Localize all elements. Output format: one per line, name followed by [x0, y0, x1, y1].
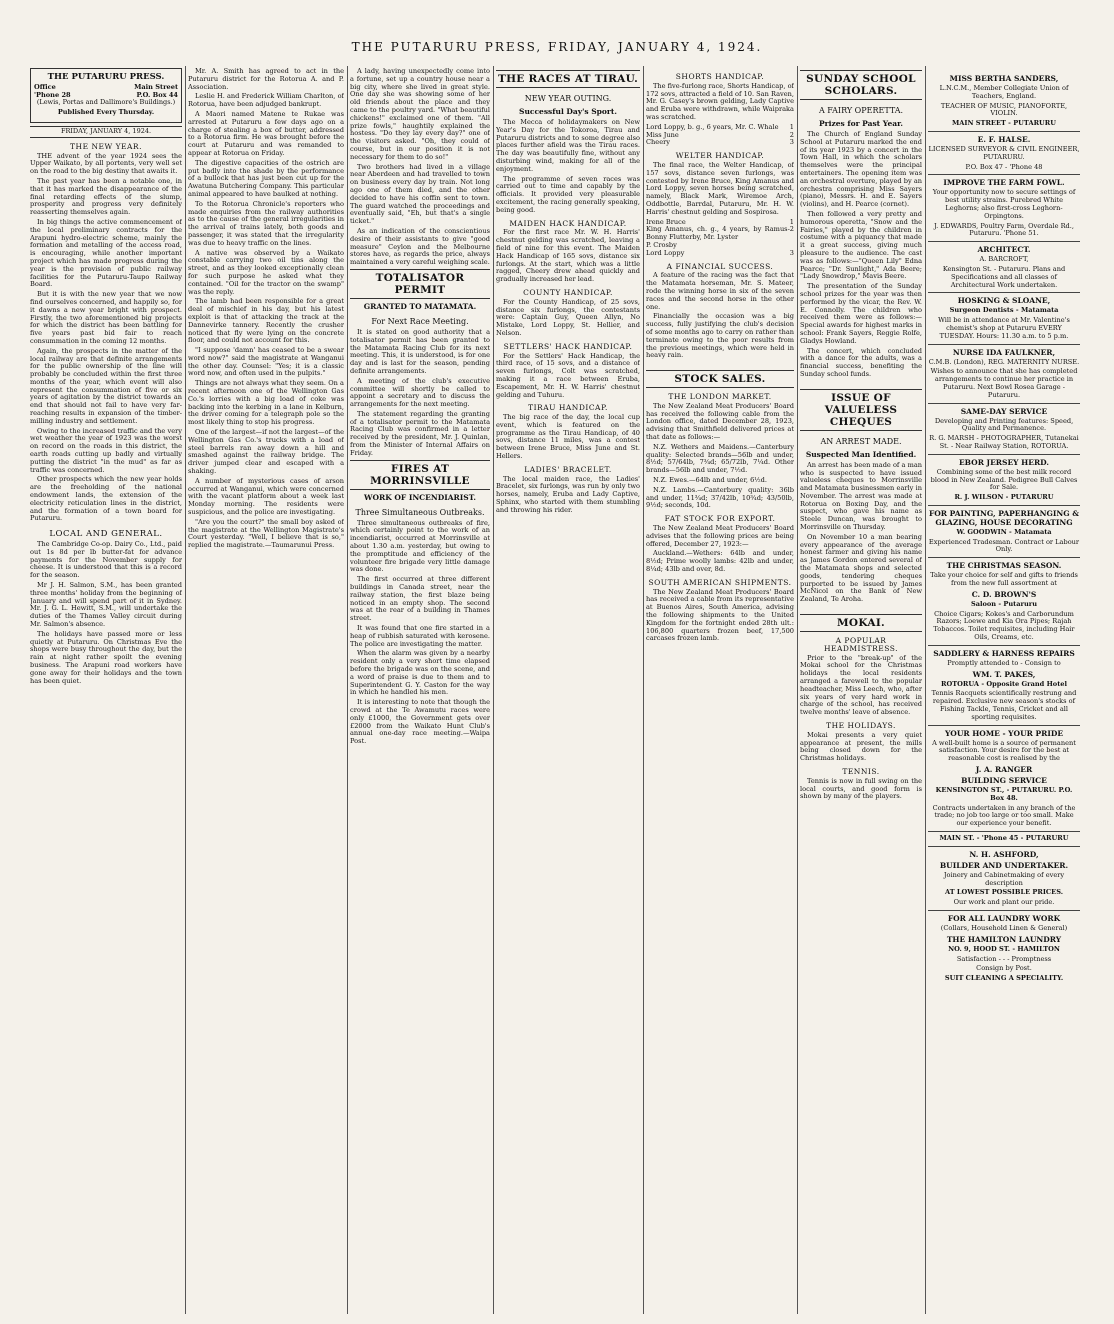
ad-music-teacher: MISS BERTHA SANDERS, L.N.C.M., Member Collegiate Union of Teachers, England. TEACHER OF MUSIC, PIANOFORTE, VIOLIN. MAIN STREET - PUTARURU [939, 74, 1069, 128]
section-heading: MAIDEN HACK HANDICAP. [509, 218, 627, 228]
section-heading: TENNIS. [842, 767, 880, 776]
ad-nurse: NURSE IDA FAULKNER, C.M.B. (London), REG. MATERNITY NURSE. Wishes to announce that she has completed arrangements to continue her practice in Putaruru. Next Bowl Rosea Garage - Putaruru. [928, 344, 1080, 400]
paragraph: The digestive capacities of the ostrich are put badly into the shade by the performance of a bullock that has just been cut up for the Awatuna Butchering Company. This particular animal appeared to have baulked at nothing. [188, 158, 344, 198]
subheadline: Prizes for Past Year. [819, 119, 903, 128]
section-heading: LADIES' BRACELET. [524, 464, 612, 474]
paragraph: On November 10 a man bearing every appearance of the average honest farmer and giving his name as James Gordon entered several of the Matamata shops and selected goods, tendering cheques purported to be issued by James McNicol on the Bank of New Zealand, Te Aroha. [800, 532, 922, 604]
column-rule [493, 66, 494, 1314]
race-result: Miss June 2 [646, 130, 794, 139]
ad-poultry: IMPROVE THE FARM FOWL. Your opportunity now to secure settings of best utility strains. Purebred White Leghorns; also first-cross Leghorn-Orpingtons. J. EDWARDS, Poultry Farm, Overdale Rd., Putaruru. 'Phone 51. [928, 174, 1080, 238]
ad-painting: FOR PAINTING, PAPERHANGING & GLAZING, HOUSE DECORATING W. GOODWIN - Matamata Experienced Tradesman. Contract or Labour Only. [928, 505, 1080, 554]
paragraph: The lamb had been responsible for a great deal of mischief in his day, but his latest exploit is that of attacking the track at the Dannevirke tannery. Recently the crusher noticed that fly were lying on the concrete floor, and could not account for this. [188, 297, 344, 345]
column-4 [496, 68, 640, 1316]
subheadline: WORK OF INCENDIARIST. [364, 492, 476, 502]
phone-line: 'Phone 28 P.O. Box 44 [34, 90, 178, 99]
column-rule [925, 66, 926, 1314]
column-rule [347, 66, 348, 1314]
paragraph: Tennis is now in full swing on the local courts, and good form is shown by many of the players. [800, 776, 922, 801]
paragraph: The presentation of the Sunday school prizes for the year was then performed by the vicar, the Rev. W. E. Connolly. The children who received them were as follows:—Special awards for highest marks in school: Frank Sayers, Reggie Rolfe, Gladys Howland. [800, 282, 922, 345]
paragraph: The statement regarding the granting of a totalisator permit to the Matamata Racing Club was confirmed in a letter received by the president, Mr. J. Quinlan, from the Minister of Internal Affairs on Friday. [350, 409, 490, 457]
paragraph: It is stated on good authority that a totalisator permit has been granted to the Matamata Racing Club for its next meeting. This, it is understood, is for one day and is last for the season, pending definite arrangements. [350, 327, 490, 375]
section-heading: FAT STOCK FOR EXPORT. [664, 514, 776, 524]
advertisement-column [928, 68, 1080, 1316]
race-result: Irene Bruce 1 [646, 217, 794, 226]
paragraph: "Are you the court?" the small boy asked of the magistrate at the Wellington Magistrate's Court yesterday. "Well, I believe that is so," replied the magistrate.—Taumarunui Press. [188, 517, 344, 550]
headline: STOCK SALES. [646, 370, 794, 388]
section-heading: TIRAU HANDICAP. [528, 403, 608, 413]
column-rule [185, 66, 186, 1314]
paragraph: A lady, having unexpectedly come into a fortune, set up a country house near a big city, where she lived in great style. One day she was showing some of her old friends about the place and they came to the poultry yard. "What beautiful chickens!" exclaimed one of them. "All prize fowls," haughtily explained the hostess. "Do they lay every day?" one of the visitors asked. "Oh, they could of course, but in our position it is not necessary for them to do so!" [350, 68, 490, 161]
ad-architect: ARCHITECT. A. BARCROFT, Kensington St. - Putaruru. Plans and Specifications and all classes of Architectural Work undertaken. [928, 241, 1080, 289]
paragraph: Prior to the "break-up" of the Mokai school for the Christmas holidays the local residents arranged a farewell to the popular headteacher, Miss Leech, who, after six years of very hard work in charge of the school, has received twelve months' leave of absence. [800, 653, 922, 717]
masthead: THE PUTARURU PRESS, FRIDAY, JANUARY 4, 1924. [351, 40, 763, 54]
race-result: Lord Loppy 3 [646, 248, 794, 257]
ad-photographer: SAME-DAY SERVICE Developing and Printing features: Speed, Quality and Permanence. R. G. MARSH - PHOTOGRAPHER, Tutanekai St. - Near Railway Station, ROTORUA. [928, 403, 1080, 451]
paragraph: The five-furlong race, Shorts Handicap, of 172 sovs, attracted a field of 10. San Raven, Mr. G. Casey's brown gelding, Lady Captive and Eruba were withdrawn, while Waipraka was scratched. [646, 81, 794, 121]
paragraph: The big race of the day, the local cup event, which is featured on the programme as the Tirau Handicap, of 40 sovs, distance 11 miles, was a contest between Irene Bruce, Miss June and St. Hellers. [496, 413, 640, 461]
paragraph: Mr. A. Smith has agreed to act in the Putaruru district for the Rotorua A. and P. Association. [188, 68, 344, 91]
paragraph: N.Z. Wethers and Maidens.—Canterbury quality: Selected brands—56lb and under, 8½d; 57/64lb, 7¾d; 65/72lb, 7¼d. Other brands—56lb and under, 7½d. [646, 442, 794, 475]
paragraph: As an indication of the conscientious desire of their assistants to give "good measure" Ceylon and the Melbourne stores have, as regards the price, always maintained a very careful weighing scale. [350, 226, 490, 267]
paragraph: To the Rotorua Chronicle's reporters who made enquiries from the railway authorities as to the cause of the general irregularities in the arrival of trains lately, both goods and passenger, it was stated that the irregularity was due to heavy traffic on the lines. [188, 199, 344, 247]
race-result: Lord Loppy, b. g., 6 years, Mr. C. Whale 1 [646, 122, 794, 131]
ad-surveyor: E. F. HALSE. LICENSED SURVEYOR & CIVIL ENGINEER, PUTARURU. P.O. Box 47 - 'Phone 48 [928, 131, 1080, 171]
paragraph: For the Settlers' Hack Handicap, the third race, of 15 sovs, and a distance of seven furlongs, Colt was scratched, making it a race between Eruba, Escapement, Mr. H. W. Harris' chestnut gelding and Tuhuru. [496, 351, 640, 399]
paragraph: A number of mysterious cases of arson occurred at Wanganui, which were concerned with the vacant platform about a week last Monday morning. The residents were suspicious, and the police are investigating. [188, 476, 344, 517]
paragraph: A native was observed by a Waikato constable carrying two oil tins along the street, and as they looked exceptionally clean for such purpose he asked what they contained. "Oil for the tractor on the swamp" was the reply. [188, 248, 344, 296]
paragraph: Other prospects which the new year holds are the freeholding of the national endowment lands, the extension of the electricity reticulation lines in the district, and the formation of a town board for Putaruru. [30, 475, 182, 523]
headline: THE RACES AT TIRAU. [496, 70, 640, 88]
race-result: Cheery 3 [646, 138, 794, 147]
subheadline: Successful Day's Sport. [519, 107, 617, 116]
headline: MOKAI. [800, 614, 922, 632]
ad-main-st-phone: MAIN ST. - 'Phone 45 - PUTARURU [928, 831, 1080, 843]
ad-dentists: HOSKING & SLOANE, Surgeon Dentists - Matamata Will be in attendance at Mr. Valentine's chemist's shop at Putaruru EVERY TUESDAY. Hours: 11.30 a.m. to 5 p.m. [928, 292, 1080, 340]
paragraph: The first occurred at three different buildings in Canada street, near the railway station, the first blaze being noticed in an empty shop. The second was at the rear of a building in Thames street. [350, 575, 490, 623]
paragraph: One of the largest—if not the largest—of the Wellington Gas Co.'s trucks with a load of steel barrels ran away down a hill and smashed against the railway bridge. The driver jumped clear and escaped with a shaking. [188, 428, 344, 476]
paragraph: Mokai presents a very quiet appearance at present, the mills being closed down for the Christmas holidays. [800, 730, 922, 763]
paragraph: A Maori named Matene te Rukae was arrested at Putaruru a few days ago on a charge of stealing a box of butter, addressed to a Rotorua firm. He was brought before the court at Putaruru and was remanded to appear at Rotorua on Friday. [188, 109, 344, 157]
paragraph: Owing to the increased traffic and the very wet weather the year of 1923 was the worst on record on the roads in this district, the earth roads cutting up badly and virtually putting the district "in the mud" as far as traffic was concerned. [30, 426, 182, 474]
ad-laundry: FOR ALL LAUNDRY WORK (Collars, Household Linen & General) THE HAMILTON LAUNDRY NO. 9, HOOD ST. - HAMILTON Satisfaction - - - Promptness Consign by Post. SUIT CLEANING A SPECIALITY. [928, 910, 1080, 983]
paragraph: Leslie H. and Frederick William Charlton, of Rotorua, have been adjudged bankrupt. [188, 92, 344, 109]
subheadline: GRANTED TO MATAMATA. [363, 301, 477, 311]
paragraph: N.Z. Ewes.—64lb and under, 6½d. [653, 476, 767, 485]
subheadline: NEW YEAR OUTING. [524, 94, 612, 103]
section-heading: SOUTH AMERICAN SHIPMENTS. [648, 577, 792, 587]
headline: THE NEW YEAR. [70, 141, 142, 151]
section-heading: COUNTY HANDICAP. [523, 287, 613, 297]
paragraph: For the County Handicap, of 25 sovs, distance six furlongs, the contestants were: Captain Guy, Queen Allyn, No Mistake, Lord Loppy, St. Hellier, and Nelson. [496, 297, 640, 337]
headline: ISSUE OF VALUELESS CHEQUES [800, 389, 922, 431]
paragraph: N.Z. Lambs.—Canterbury quality: 36lb and under, 11¾d; 37/42lb, 10¾d; 43/50lb, 9½d; seconds, 10d. [646, 485, 794, 510]
race-result: King Amanus, ch. g., 4 years, by Ramus-Bonny Flutterby, Mr. Lyster 2 [646, 225, 794, 242]
paragraph: The final race, the Welter Handicap, of 157 sovs, distance seven furlongs, was contested by Irene Bruce, King Amanus and Lord Loppy, seven horses being scratched, namely, Black Mark, Wiremoe Arch, Oddbottle, Barrdal, Putaruru, Mr. H. W. Harris' chestnut gelding and Sospirosa. [646, 160, 794, 216]
paragraph: But it is with the new year that we now find ourselves concerned, and happily so, for it dawns a new year bright with prospect. Firstly, the two aforementioned big projects for which the district has been battling for five years past bid fair to reach consummation in the coming 12 months. [30, 290, 182, 345]
paragraph: An arrest has been made of a man who is suspected to have issued valueless cheques to Morrinsville and Matamata businessmen early in November. The arrest was made at Rotorua on Boxing Day, and the suspect, who gave his name as Steele Duncan, was brought to Morrinsville on Thursday. [800, 460, 922, 532]
column-1 [30, 68, 182, 1316]
paragraph: Again, the prospects in the matter of the local railway are that definite arrangements for the public ownership of the line will probably be concluded within the first three months of the year, which event will also represent the consummation of five or six years of agitation by the district towards an end that should not fail to have very far-reaching results in expansion of the timber-milling industry and settlement. [30, 346, 182, 425]
column-5 [646, 68, 794, 1316]
paragraph: For the first race Mr. W. H. Harris' chestnut gelding was scratched, leaving a field of nine for this event. The Maiden Hack Handicap of 165 sovs, distance six furlongs. At the start, which was a little ragged, Cheery drew ahead quickly and gradually increased her lead. [496, 228, 640, 284]
published-note: Published Every Thursday. [57, 108, 155, 117]
ad-builder: N. H. ASHFORD, BUILDER AND UNDERTAKER. Joinery and Cabinetmaking of every description AT LOWEST POSSIBLE PRICES. Our work and plant our pride. [928, 846, 1080, 907]
ad-jersey-herd: EBOR JERSEY HERD. Combining some of the best milk record blood in New Zealand. Pedigree Bull Calves for Sale. R. J. WILSON - PUTARURU [928, 454, 1080, 502]
paragraph: It was found that one fire started in a heap of rubbish saturated with kerosene. The police are investigating the matter. [350, 624, 490, 648]
paragraph: Things are not always what they seem. On a recent afternoon one of the Wellington Gas Co.'s lorries with a big load of coke was backing into the kerbing in a lane in Kelburn, the driver coming for a telegraph pole so the most likely thing to stop his progress. [188, 379, 344, 427]
subheadline: THE LONDON MARKET. [668, 392, 772, 402]
paragraph: The local maiden race, the Ladies' Bracelet, six furlongs, was run by only two horses, namely, Eruba and Lady Captive, Sphinx, who started with them stumbling and throwing his rider. [496, 474, 640, 514]
paragraph: The Church of England Sunday School at Putaruru marked the end of its year 1923 by a concert in the Town Hall, in which the scholars themselves were the principal entertainers. The opening item was an orchestral overture, played by an orchestra comprising Miss Sayers (piano), Messrs. H. and E. Sayers (violins), and H. Pearce (cornet). [800, 130, 922, 209]
ad-building-service: YOUR HOME - YOUR PRIDE A well-built home is a source of permanent satisfaction. Your desire for the best at reasonable cost is realised by the J. A. RANGER BUILDING SERVICE KENSINGTON ST., - PUTARURU. P.O. Box 48. Contracts undertaken in any branch of the trade; no job too large or too small. Make our experience your benefit. [928, 725, 1080, 828]
subheadline: A FAIRY OPERETTA. [818, 106, 904, 115]
subheadline: AN ARREST MADE. [820, 436, 902, 446]
subheadline: Suspected Man Identified. [805, 449, 917, 459]
column-6 [800, 68, 922, 1316]
ad-christmas: THE CHRISTMAS SEASON. Take your choice for self and gifts to friends from the new full assortment at C. D. BROWN'S Saloon - Putaruru Choice Cigars; Kokes's and Carborundum Razors; Loewe and Kia Ora Pipes; Rajah Tobaccos. Toilet requisites, including Hair Oils, Creams, etc. [928, 557, 1080, 642]
paragraph: The concert, which concluded with a dance for the adults, was a financial success, benefiting the Sunday school funds. [800, 346, 922, 378]
paragraph: In big things the active commencement of the local preliminary contracts for the Arapuni hydro-electric scheme, mainly the formation and metalling of the access road, is encouraging, while another important project which has made progress during the year is the provision of public railway facilities for the Putaruru-Taupo Railway Board. [30, 217, 182, 289]
headline: SUNDAY SCHOOL SCHOLARS. [800, 70, 922, 100]
paragraph: Auckland.—Wethers: 64lb and under, 8½d; Prime woolly lambs: 42lb and under, 8¼d; 43lb and over, 8d. [646, 549, 794, 574]
column-3 [350, 68, 490, 1316]
subheadline: A POPULAR HEADMISTRESS. [823, 636, 899, 653]
section-heading: SETTLERS' HACK HANDICAP. [503, 341, 633, 351]
press-info-box [30, 68, 182, 123]
paragraph: The past year has been a notable one, in that it has marked the disappearance of the final retarding effects of the slump, prosperity and progress very definitely reasserting themselves again. [30, 176, 182, 217]
paragraph: The Cambridge Co-op. Dairy Co., Ltd., paid out 1s 8d per lb butter-fat for advance payments for the November supply for cheese. It is understood that this is a record for the season. [30, 540, 182, 580]
paragraph: A meeting of the club's executive committee will shortly be called to appoint a secretary and to discuss the arrangements for the next meeting. [350, 376, 490, 409]
paragraph: It is interesting to note that though the crowd at the Te Awamutu races were only £1000, the Government gets over £2000 from the Waikato Hunt Club's annual one-day race meeting.—Waipa Post. [350, 698, 490, 746]
paragraph: The New Zealand Meat Producers' Board has received the following cable from the London office, dated December 28, 1923, advising that Smithfield delivered prices at that date as follows:— [646, 401, 794, 442]
section-heading: THE HOLIDAYS. [826, 721, 896, 731]
dateline: FRIDAY, JANUARY 4, 1924. [30, 126, 182, 138]
race-result: P. Crosby [646, 240, 677, 249]
paragraph: THE advent of the year 1924 sees the Upper Waikato, by all portents, very well set on the road to the big destiny that awaits it. [30, 151, 182, 176]
headline: FIRES AT MORRINSVILLE [350, 460, 490, 490]
ad-saddlery: SADDLERY & HARNESS REPAIRS Promptly attended to - Consign to WM. T. PAKES, ROTORUA - Opposite Grand Hotel Tennis Racquets scientifically restrung and repaired. Exclusive new season's stocks of Fishing Tackle, Tennis, Cricket and all sporting requisites. [928, 645, 1080, 722]
section-heading: A FINANCIAL SUCCESS. [666, 261, 774, 271]
paragraph: Mr J. H. Salmon, S.M., has been granted three months' holiday from the beginning of January and will spend part of it in Sydney. Mr. J. G. L. Hewitt, S.M., will undertake the duties of the Thames Valley circuit during Mr. Salmon's absence. [30, 581, 182, 628]
paragraph: The New Zealand Meat Producers' Board has received a cable from its representative at Buenos Aires, South America, advising the following shipments to the United Kingdom for the fortnight ended 28th ult.: 106,800 quarters frozen beef, 17,500 carcases frozen lamb. [646, 587, 794, 643]
paragraph: Financially the occasion was a big success, fully justifying the club's decision of some months ago to carry on rather than terminate owing to the poor results from the previous meetings, which were held in heavy rain. [646, 312, 794, 360]
paragraph: The holidays have passed more or less quietly at Putaruru. On Christmas Eve the shops were busy throughout the day, but the rain at night rather spoilt the evening business. The Arapuni road workers have gone away for their holidays and the town has been quiet. [30, 629, 182, 685]
paragraph: When the alarm was given by a nearby resident only a very short time elapsed before the brigade was on the scene, and a word of praise is due to them and to Superintendent G. Y. Caston for the way in which he handled his men. [350, 649, 490, 697]
subheadline: Three Simultaneous Outbreaks. [355, 507, 485, 517]
section-heading: SHORTS HANDICAP. [675, 72, 765, 81]
column-rule [797, 66, 798, 1314]
section-heading: WELTER HANDICAP. [675, 151, 765, 161]
column-rule [643, 66, 644, 1314]
paragraph: The Mecca of holidaymakers on New Year's Day for the Tokoroa, Tirau and Putaruru districts and to some degree also places further afield was the Tirau races. The day was beautifully fine, without any disturbing wind, making for all of the enjoyment. [496, 118, 640, 173]
paragraph: Two brothers had lived in a village near Aberdeen and had travelled to town on business every day by train. Not long ago one of them died, and the other decided to have his coffin sent to town. The guard watched the proceedings and eventually said, "Eh, but that's a single ticket." [350, 162, 490, 226]
press-title: THE PUTARURU PRESS. [47, 72, 165, 82]
paragraph: Then followed a very pretty and humorous operetta, "Snow and the Fairies," played by the children in costume with a piquancy that made it a great success, giving much pleasure to the audience. The cast was as follows:—"Queen Lily" Edna Pearce; "Dr. Sunlight," Ada Beere; "Lady Snowdrop," Mavis Beere. [800, 209, 922, 281]
headline: LOCAL AND GENERAL. [49, 529, 163, 540]
paragraph: Three simultaneous outbreaks of fire, which certainly point to the work of an incendiarist, occurred at Morrinsville at about 1.30 a.m. yesterday, but owing to the promptitude and efficiency of the volunteer fire brigade very little damage was done. [350, 518, 490, 574]
paragraph: The programme of seven races was carried out to time and capably by the officials. It provided very pleasurable excitement, the racing generally speaking, being good. [496, 174, 640, 214]
buildings-note: (Lewis, Portas and Dallimore's Buildings.) [36, 98, 176, 107]
subheadline: For Next Race Meeting. [371, 316, 469, 326]
paragraph: The New Zealand Meat Producers' Board advises that the following prices are being offered, December 27, 1923:— [646, 524, 794, 548]
paragraph: A feature of the racing was the fact that the Matamata horseman, Mr. S. Mateer, rode the winning horse in six of the seven races and the second horse in the other one. [646, 271, 794, 311]
headline: TOTALISATOR PERMIT [350, 269, 490, 299]
paragraph: "I suppose 'damn' has ceased to be a swear word now?" said the magistrate at Wanganui the other day. Counsel: "Yes; it is a classic word now, and often used in the pulpits." [188, 346, 344, 378]
column-2 [188, 68, 344, 1316]
office-line: Office Main Street [34, 82, 178, 91]
